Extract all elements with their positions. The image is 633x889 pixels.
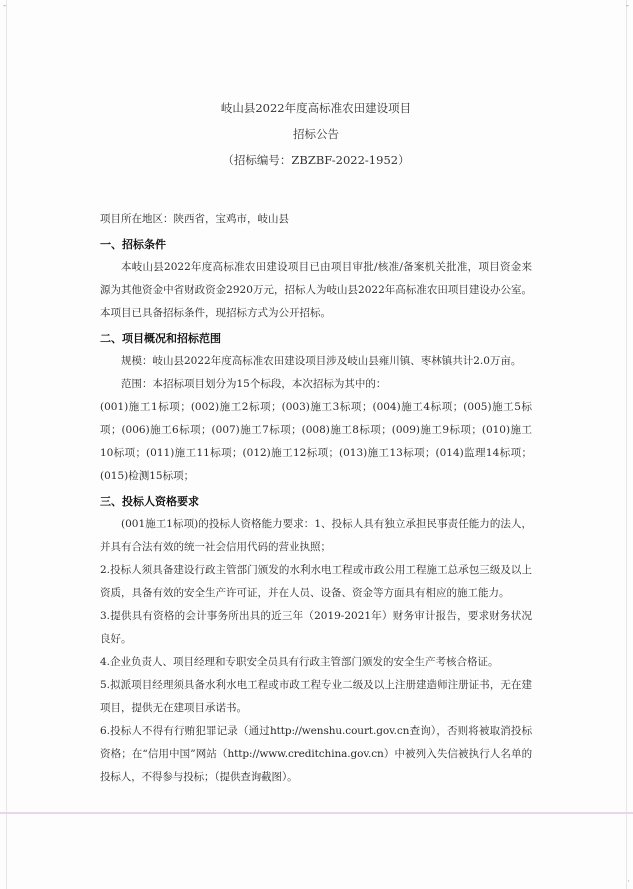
qualification-item-4: 4.企业负责人、项目经理和专职安全员具有行政主管部门颁发的安全生产考核合格证。 [100, 656, 499, 668]
corner-mark-top-left: - [3, 1, 7, 11]
section-heading-tender-conditions: 一、招标条件 [100, 238, 166, 251]
project-scope-text: 范围：本招标项目划分为15个标段，本次招标为其中的： [121, 378, 387, 390]
section-heading-bidder-qualifications: 三、投标人资格要求 [100, 495, 199, 508]
corner-mark-bottom-right: · [627, 877, 630, 887]
tender-number: （招标编号：ZBZBF-2022-1952） [222, 153, 410, 167]
project-location: 项目所在地区：陕西省，宝鸡市，岐山县 [100, 213, 289, 225]
qualification-item-3: 3.提供具有资格的会计事务所出具的近三年（2019-2021年）财务审计报告，要求财务状况良好。 [100, 610, 532, 645]
lot-list: (001)施工1标项；(002)施工2标项；(003)施工3标项；(004)施工4标项；(005)施工5标项；(006)施工6标项；(007)施工7标项；(008)施工8标项；(009)施工9标项；(010)施工10标项；(011)施工11标项；(012)施工12标项；(013)施工13标项；(014)监理14标项；(015)检测15标项； [100, 401, 532, 482]
qualification-item-6: 6.投标人不得有行贿犯罪记录（通过http://wenshu.court.gov.cn查询），否则将被取消投标资格；在“信用中国”网站（http://www.creditchina.gov.cn）中被列入失信被执行人名单的投标人，不得参与投标；（提供查询截图）。 [100, 725, 532, 783]
section-heading-project-overview: 二、项目概况和招标范围 [100, 332, 221, 345]
qualification-item-5: 5.拟派项目经理须具备水利水电工程或市政工程专业二级及以上注册建造师注册证书，无在建项目，提供无在建项目承诺书。 [100, 679, 532, 714]
project-scale-text: 规模：岐山县2022年度高标准农田建设项目涉及岐山县雍川镇、枣林镇共计2.0万亩。 [121, 355, 522, 367]
left-border [6, 0, 7, 889]
document-title: 岐山县2022年度高标准农田建设项目 [220, 101, 412, 115]
title-block [100, 100, 532, 168]
tender-conditions-text: 本岐山县2022年度高标准农田建设项目已由项目审批/核准/备案机关批准，项目资金来源为其他资金中省财政资金2920万元，招标人为岐山县2022年高标准农田项目建设办公室。本项目已具备招标条件，现招标方式为公开招标。 [100, 261, 532, 319]
qualification-intro: (001施工1标项)的投标人资格能力要求：1、投标人具有独立承担民事责任能力的法人，并具有合法有效的统一社会信用代码的营业执照； [100, 518, 532, 553]
qualification-item-2: 2.投标人须具备建设行政主管部门颁发的水利水电工程或市政公用工程施工总承包三级及以上资质，具备有效的安全生产许可证，并在人员、设备、资金等方面具有相应的施工能力。 [100, 564, 532, 599]
document-subtitle: 招标公告 [293, 127, 339, 141]
corner-mark-top-right: - [625, 1, 629, 11]
document-body [100, 100, 532, 789]
page-footer-divider [0, 812, 633, 814]
right-border [626, 0, 627, 889]
